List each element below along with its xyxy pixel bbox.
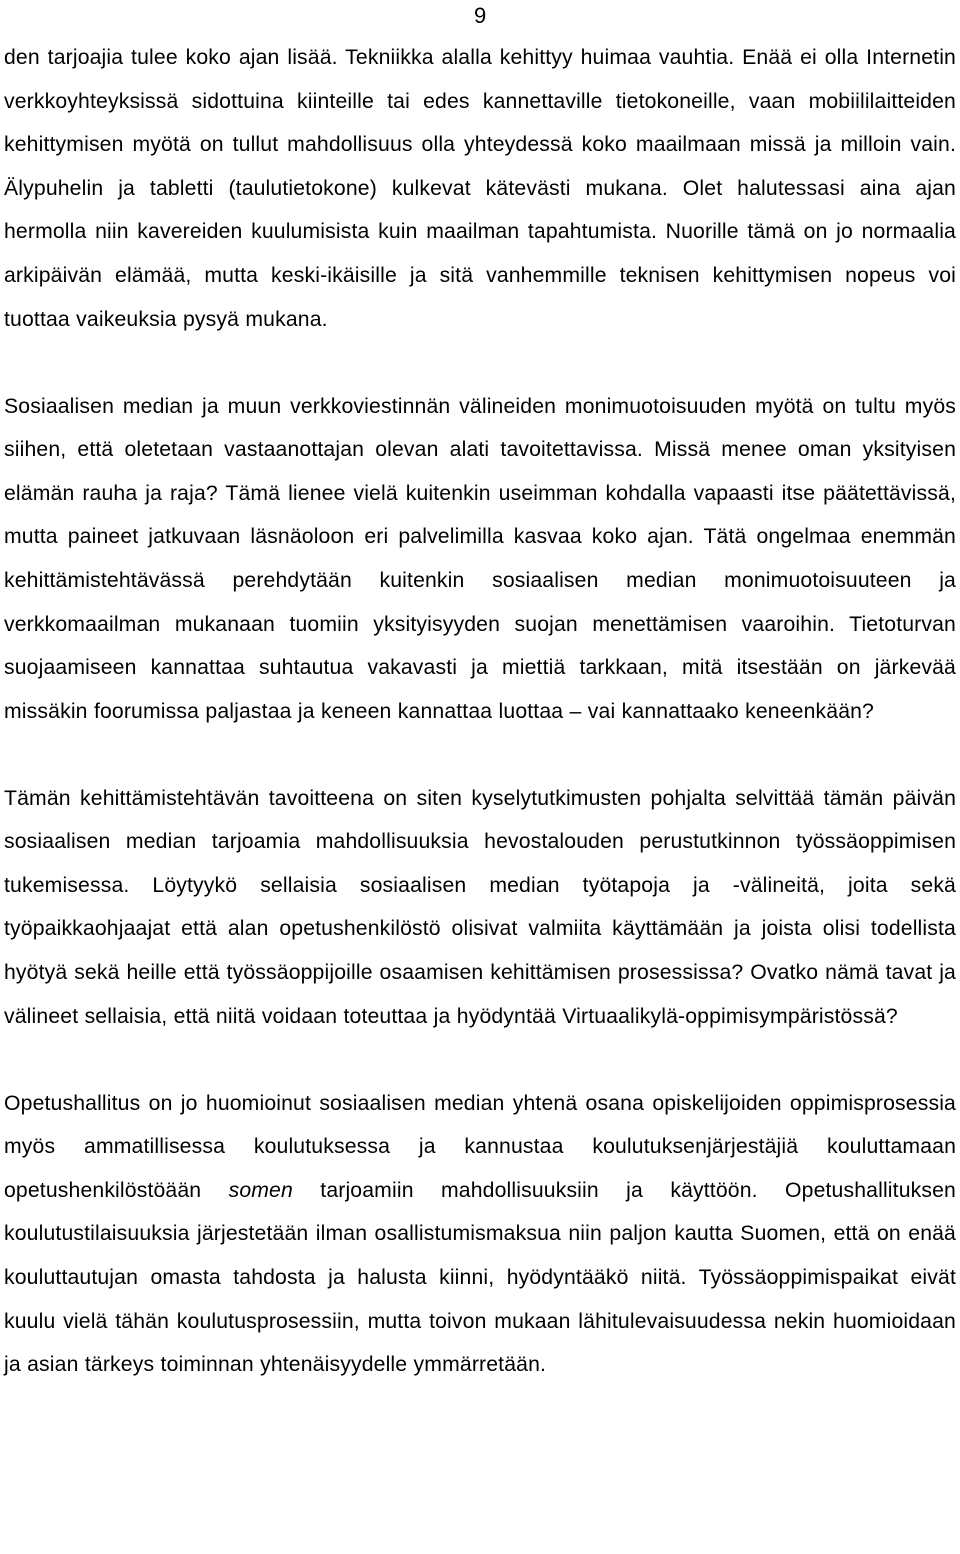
document-body <box>4 36 956 1387</box>
paragraph-text-after-emphasis: tarjoamiin mahdollisuuksiin ja käyttöön. Opetushallituksen koulutustilaisuuksia järjestetään ilman osallistumismaksua niin paljon kautta Suomen, että on enää kouluttautujan omasta tahdosta ja halusta kiinni, hyödyntääkö niitä. Työssäoppimispaikat eivät kuulu vielä tähän koulutusprosessiin, mutta toivon mukaan lähitulevaisuudessa nekin huomioidaan ja asian tärkeys toiminnan yhtenäisyydelle ymmärretään. <box>4 1178 956 1377</box>
paragraph-technology-development: den tarjoajia tulee koko ajan lisää. Tekniikka alalla kehittyy huimaa vauhtia. Enää ei olla Internetin verkkoyhteyksissä sidottuina kiinteille tai edes kannettaville tietokoneille, vaan mobiililaitteiden kehittymisen myötä on tullut mahdollisuus olla yhteydessä koko maailmaan missä ja milloin vain. Älypuhelin ja tabletti (taulutietokone) kulkevat kätevästi mukana. Olet halutessasi aina ajan hermolla niin kavereiden kuulumisista kuin maailman tapahtumista. Nuorille tämä on jo normaalia arkipäivän elämää, mutta keski-ikäisille ja sitä vanhemmille teknisen kehittymisen nopeus voi tuottaa vaikeuksia pysyä mukana. <box>4 46 956 331</box>
paragraph-social-media-privacy: Sosiaalisen median ja muun verkkoviestinnän välineiden monimuotoisuuden myötä on tultu myös siihen, että oletetaan vastaanottajan olevan alati tavoitettavissa. Missä menee oman yksityisen elämän rauha ja raja? Tämä lienee vielä kuitenkin useimman kohdalla vapaasti itse päätettävissä, mutta paineet jatkuvaan läsnäoloon eri palvelimilla kasvaa koko ajan. Tätä ongelmaa enemmän kehittämistehtävässä perehdytään kuitenkin sosiaalisen median monimuotoisuuteen ja verkkomaailman mukanaan tuomiin yksityisyyden suojan menettämisen vaaroihin. Tietoturvan suojaamiseen kannattaa suhtautua vakavasti ja miettiä tarkkaan, mitä itsestään on järkevää missäkin foorumissa paljastaa ja keneen kannattaa luottaa – vai kannattaako keneenkään? <box>4 394 956 723</box>
paragraph-project-goal: Tämän kehittämistehtävän tavoitteena on siten kyselytutkimusten pohjalta selvittää tämän päivän sosiaalisen median tarjoamia mahdollisuuksia hevostalouden perustutkinnon työssäoppimisen tukemisessa. Löytyykö sellaisia sosiaalisen median työtapoja ja -välineitä, joita sekä työpaikkaohjaajat että alan opetushenkilöstö olisivat valmiita käyttämään ja joista olisi todellista hyötyä sekä heille että työssäoppijoille osaamisen kehittämisen prosessissa? Ovatko nämä tavat ja välineet sellaisia, että niitä voidaan toteuttaa ja hyödyntää Virtuaalikylä-oppimisympäristössä? <box>4 786 956 1028</box>
paragraph-text-before-emphasis: Opetushallitus on jo huomioinut sosiaalisen median yhtenä osana opiskelijoiden oppimisprosessia myös ammatillisessa koulutuksessa ja kannustaa koulutuksenjärjestäjiä kouluttamaan opetushenkilöstöään <box>4 1091 956 1202</box>
paragraph-opetushallitus <box>4 1082 956 1387</box>
emphasized-term: somen <box>228 1178 293 1202</box>
page-number: 9 <box>474 3 487 28</box>
